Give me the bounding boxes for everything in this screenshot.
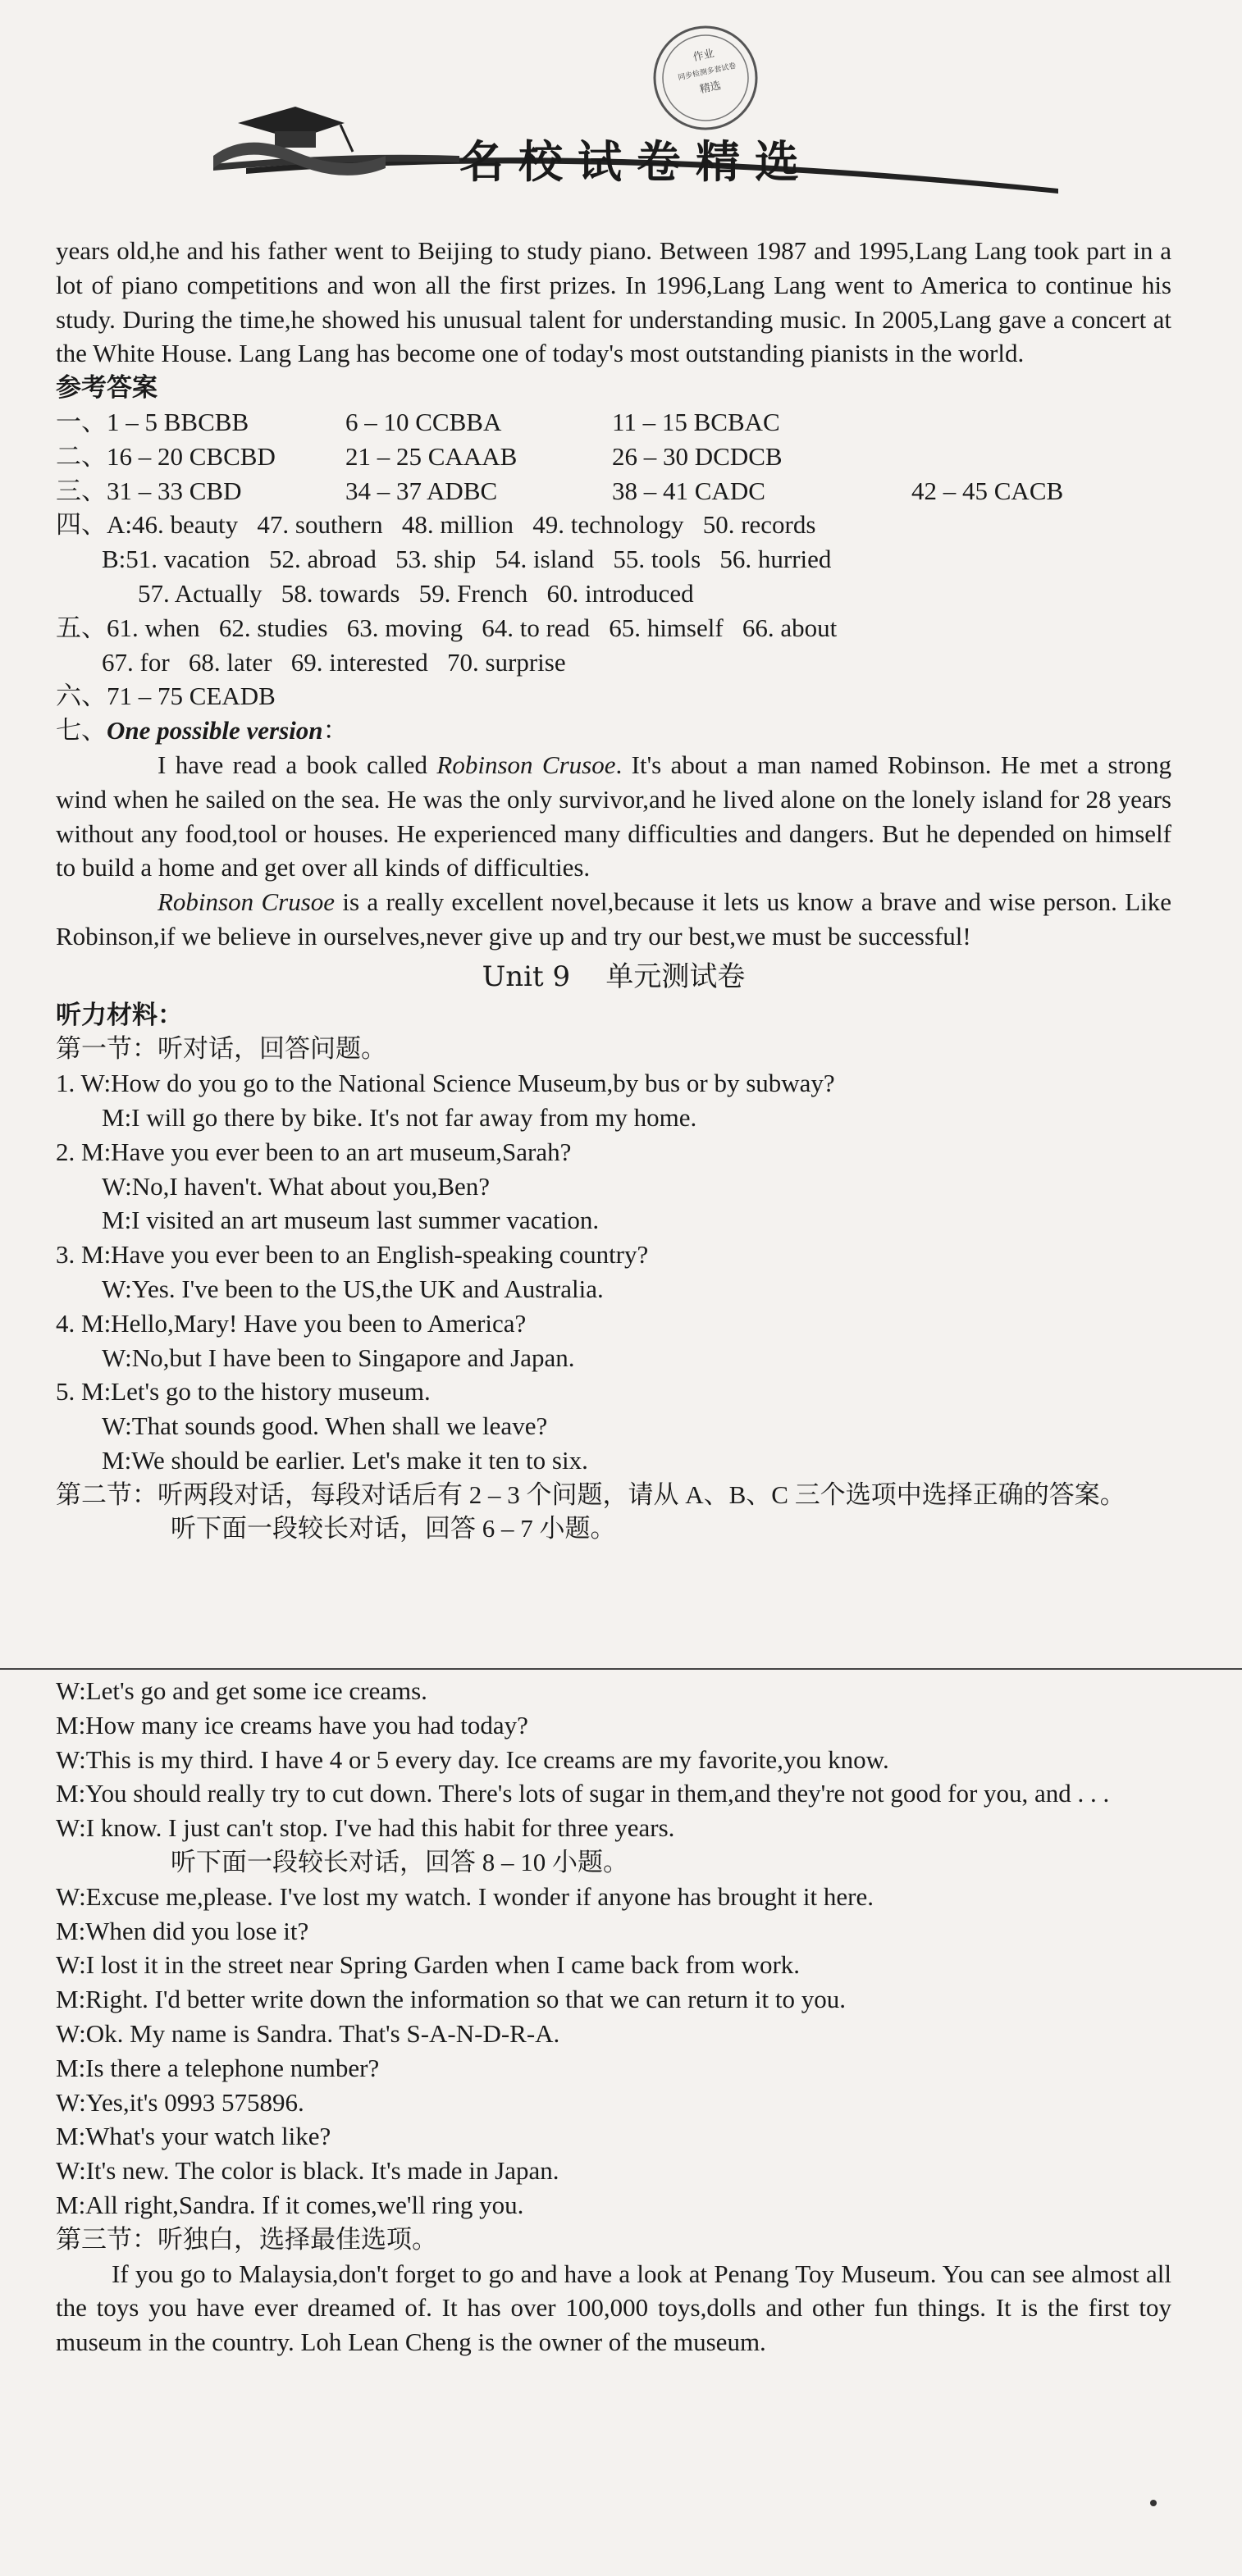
answers-row: 67. for 68. later 69. interested 70. surprise: [102, 647, 566, 677]
answers-row: 六、71 – 75 CEADB: [56, 682, 276, 711]
page-divider: [0, 1668, 1242, 1670]
page-content-continued: [56, 1674, 1171, 2359]
answer-item: 6 – 10 CCBBA: [345, 407, 502, 436]
essay-paragraph: [56, 885, 1171, 954]
book-title: Robinson Crusoe: [436, 750, 616, 779]
dialog-line: W:I lost it in the street near Spring Garden when I came back from work.: [56, 1950, 801, 1980]
dialog-line: W:Yes,it's 0993 575896.: [56, 2087, 304, 2117]
dialog-line: M:I will go there by bike. It's not far away from my home.: [102, 1102, 697, 1132]
answers-row: B:51. vacation 52. abroad 53. ship 54. island 55. tools 56. hurried: [102, 545, 832, 574]
answers-row: 57. Actually 58. towards 59. French 60. introduced: [138, 578, 694, 608]
unit-title: Unit 9 单元测试卷: [482, 960, 746, 993]
answer-item: 38 – 41 CADC: [612, 476, 765, 505]
answer-label: One possible version: [107, 716, 323, 745]
essay-paragraph: [56, 748, 1171, 885]
dialog-line: M:You should really try to cut down. There's lots of sugar in them,and they're not good for you, and . . .: [56, 1779, 1110, 1808]
answer-item: 11 – 15 BCBAC: [612, 407, 780, 436]
dialog-line: W:No,I haven't. What about you,Ben?: [102, 1171, 491, 1201]
essay-text: I have read a book called: [158, 750, 437, 779]
dialog-line: 2. M:Have you ever been to an art museum,Sarah?: [56, 1137, 572, 1166]
answer-item: 42 – 45 CACB: [911, 476, 1064, 505]
listening-heading: 听力材料：: [56, 1000, 183, 1029]
section-heading: 第三节：听独白，选择最佳选项。: [56, 2224, 437, 2254]
answer-item: 二、16 – 20 CBCBD: [56, 441, 276, 471]
dialog-line: 5. M:Let's go to the history museum.: [56, 1377, 431, 1407]
dialog-line: M:Is there a telephone number?: [56, 2053, 380, 2082]
answer-suffix: ：: [322, 716, 349, 745]
dialog-line: M:Right. I'd better write down the information so that we can return it to you.: [56, 1985, 846, 2014]
intro-paragraph: years old,he and his father went to Beijing to study piano. Between 1987 and 1995,Lang Lang took part in a lot of piano competitions and won all the first prizes. In 1996,Lang Lang went to America to continue his study. During the time,he showed his unusual talent for understanding music. In 2005,Lang gave a concert at the White House. Lang Lang has become one of today's most outstanding pianists in the world.: [56, 236, 1171, 368]
dialog-line: W:Excuse me,please. I've lost my watch. I wonder if anyone has brought it here.: [56, 1881, 874, 1911]
dialog-line: W:It's new. The color is black. It's made in Japan.: [56, 2156, 559, 2186]
answers-row: 四、A:46. beauty 47. southern 48. million 49. technology 50. records: [56, 510, 816, 540]
header-decoration: [0, 0, 1242, 238]
header-title: 名校试卷精选: [459, 135, 814, 188]
section-heading: 第二节：听两段对话，每段对话后有 2 – 3 个问题，请从 A、B、C 三个选项中选择正确的答案。: [56, 1479, 1126, 1509]
answer-prefix: 七、: [56, 716, 107, 745]
dialog-line: 1. W:How do you go to the National Science Museum,by bus or by subway?: [56, 1069, 835, 1098]
dialog-line: 3. M:Have you ever been to an English-speaking country?: [56, 1240, 649, 1270]
answers-row: [56, 405, 1171, 440]
stamp-line: 精选: [698, 80, 723, 97]
answer-item: 26 – 30 DCDCB: [612, 441, 783, 471]
page-content: [56, 234, 1171, 1546]
dialog-line: M:I visited an art museum last summer vacation.: [102, 1206, 600, 1235]
page-header: [0, 0, 1242, 238]
stamp-line: 同步检测多套试卷: [677, 62, 737, 83]
dialog-line: M:How many ice creams have you had today?: [56, 1710, 528, 1739]
section-note: 听下面一段较长对话，回答 6 – 7 小题。: [171, 1514, 616, 1543]
answers-row: [56, 440, 1171, 474]
dialog-line: M:When did you lose it?: [56, 1916, 309, 1945]
dialog-line: W:Ok. My name is Sandra. That's S-A-N-D-R-A.: [56, 2018, 560, 2048]
dialog-line: W:No,but I have been to Singapore and Japan.: [102, 1343, 575, 1372]
dialog-line: M:What's your watch like?: [56, 2122, 331, 2151]
answers-heading: 参考答案: [56, 373, 158, 403]
answer-item: 21 – 25 CAAAB: [345, 441, 518, 471]
section-note: 听下面一段较长对话，回答 8 – 10 小题。: [171, 1847, 628, 1876]
dialog-line: W:This is my third. I have 4 or 5 every day. Ice creams are my favorite,you know.: [56, 1744, 889, 1774]
dialog-line: M:All right,Sandra. If it comes,we'll ring you.: [56, 2190, 524, 2219]
answer-item: 一、1 – 5 BBCBB: [56, 407, 249, 436]
page-mark: [1150, 2500, 1157, 2506]
dialog-line: M:We should be earlier. Let's make it ten to six.: [102, 1445, 588, 1475]
dialog-line: W:I know. I just can't stop. I've had this habit for three years.: [56, 1813, 675, 1843]
monologue-paragraph: If you go to Malaysia,don't forget to go and have a look at Penang Toy Museum. You can see almost all the toys you have ever dreamed of. It has over 100,000 toys,dolls and other fun things. It is the first toy museum in the country. Loh Lean Cheng is the owner of the museum.: [56, 2259, 1171, 2357]
dialog-line: W:That sounds good. When shall we leave?: [102, 1411, 548, 1441]
book-title: Robinson Crusoe: [158, 887, 336, 917]
essay-text: is a really excellent novel,because it lets us know a brave and wise person. Like Robinson,if we believe in ourselves,never give up and try our best,we must be successful!: [56, 887, 1171, 951]
answer-item: 34 – 37 ADBC: [345, 476, 498, 505]
answers-row: [56, 714, 1171, 748]
answers-row: 五、61. when 62. studies 63. moving 64. to read 65. himself 66. about: [56, 613, 838, 642]
dialog-line: W:Let's go and get some ice creams.: [56, 1676, 427, 1705]
answer-item: 三、31 – 33 CBD: [56, 476, 242, 505]
answers-row: [56, 474, 1171, 508]
essay-text: . It's about a man named Robinson. He met a strong wind when he sailed on the sea. He was the only survivor,and he lived alone on the lonely island for 28 years without any food,tool or houses. He experienced many difficulties and dangers. But he depended on himself to build a home and get over all kinds of difficulties.: [56, 750, 1172, 882]
dialog-line: 4. M:Hello,Mary! Have you been to America?: [56, 1308, 527, 1338]
stamp-line: 作业: [692, 47, 716, 64]
dialog-line: W:Yes. I've been to the US,the UK and Australia.: [102, 1274, 604, 1303]
section-heading: 第一节：听对话，回答问题。: [56, 1034, 386, 1064]
